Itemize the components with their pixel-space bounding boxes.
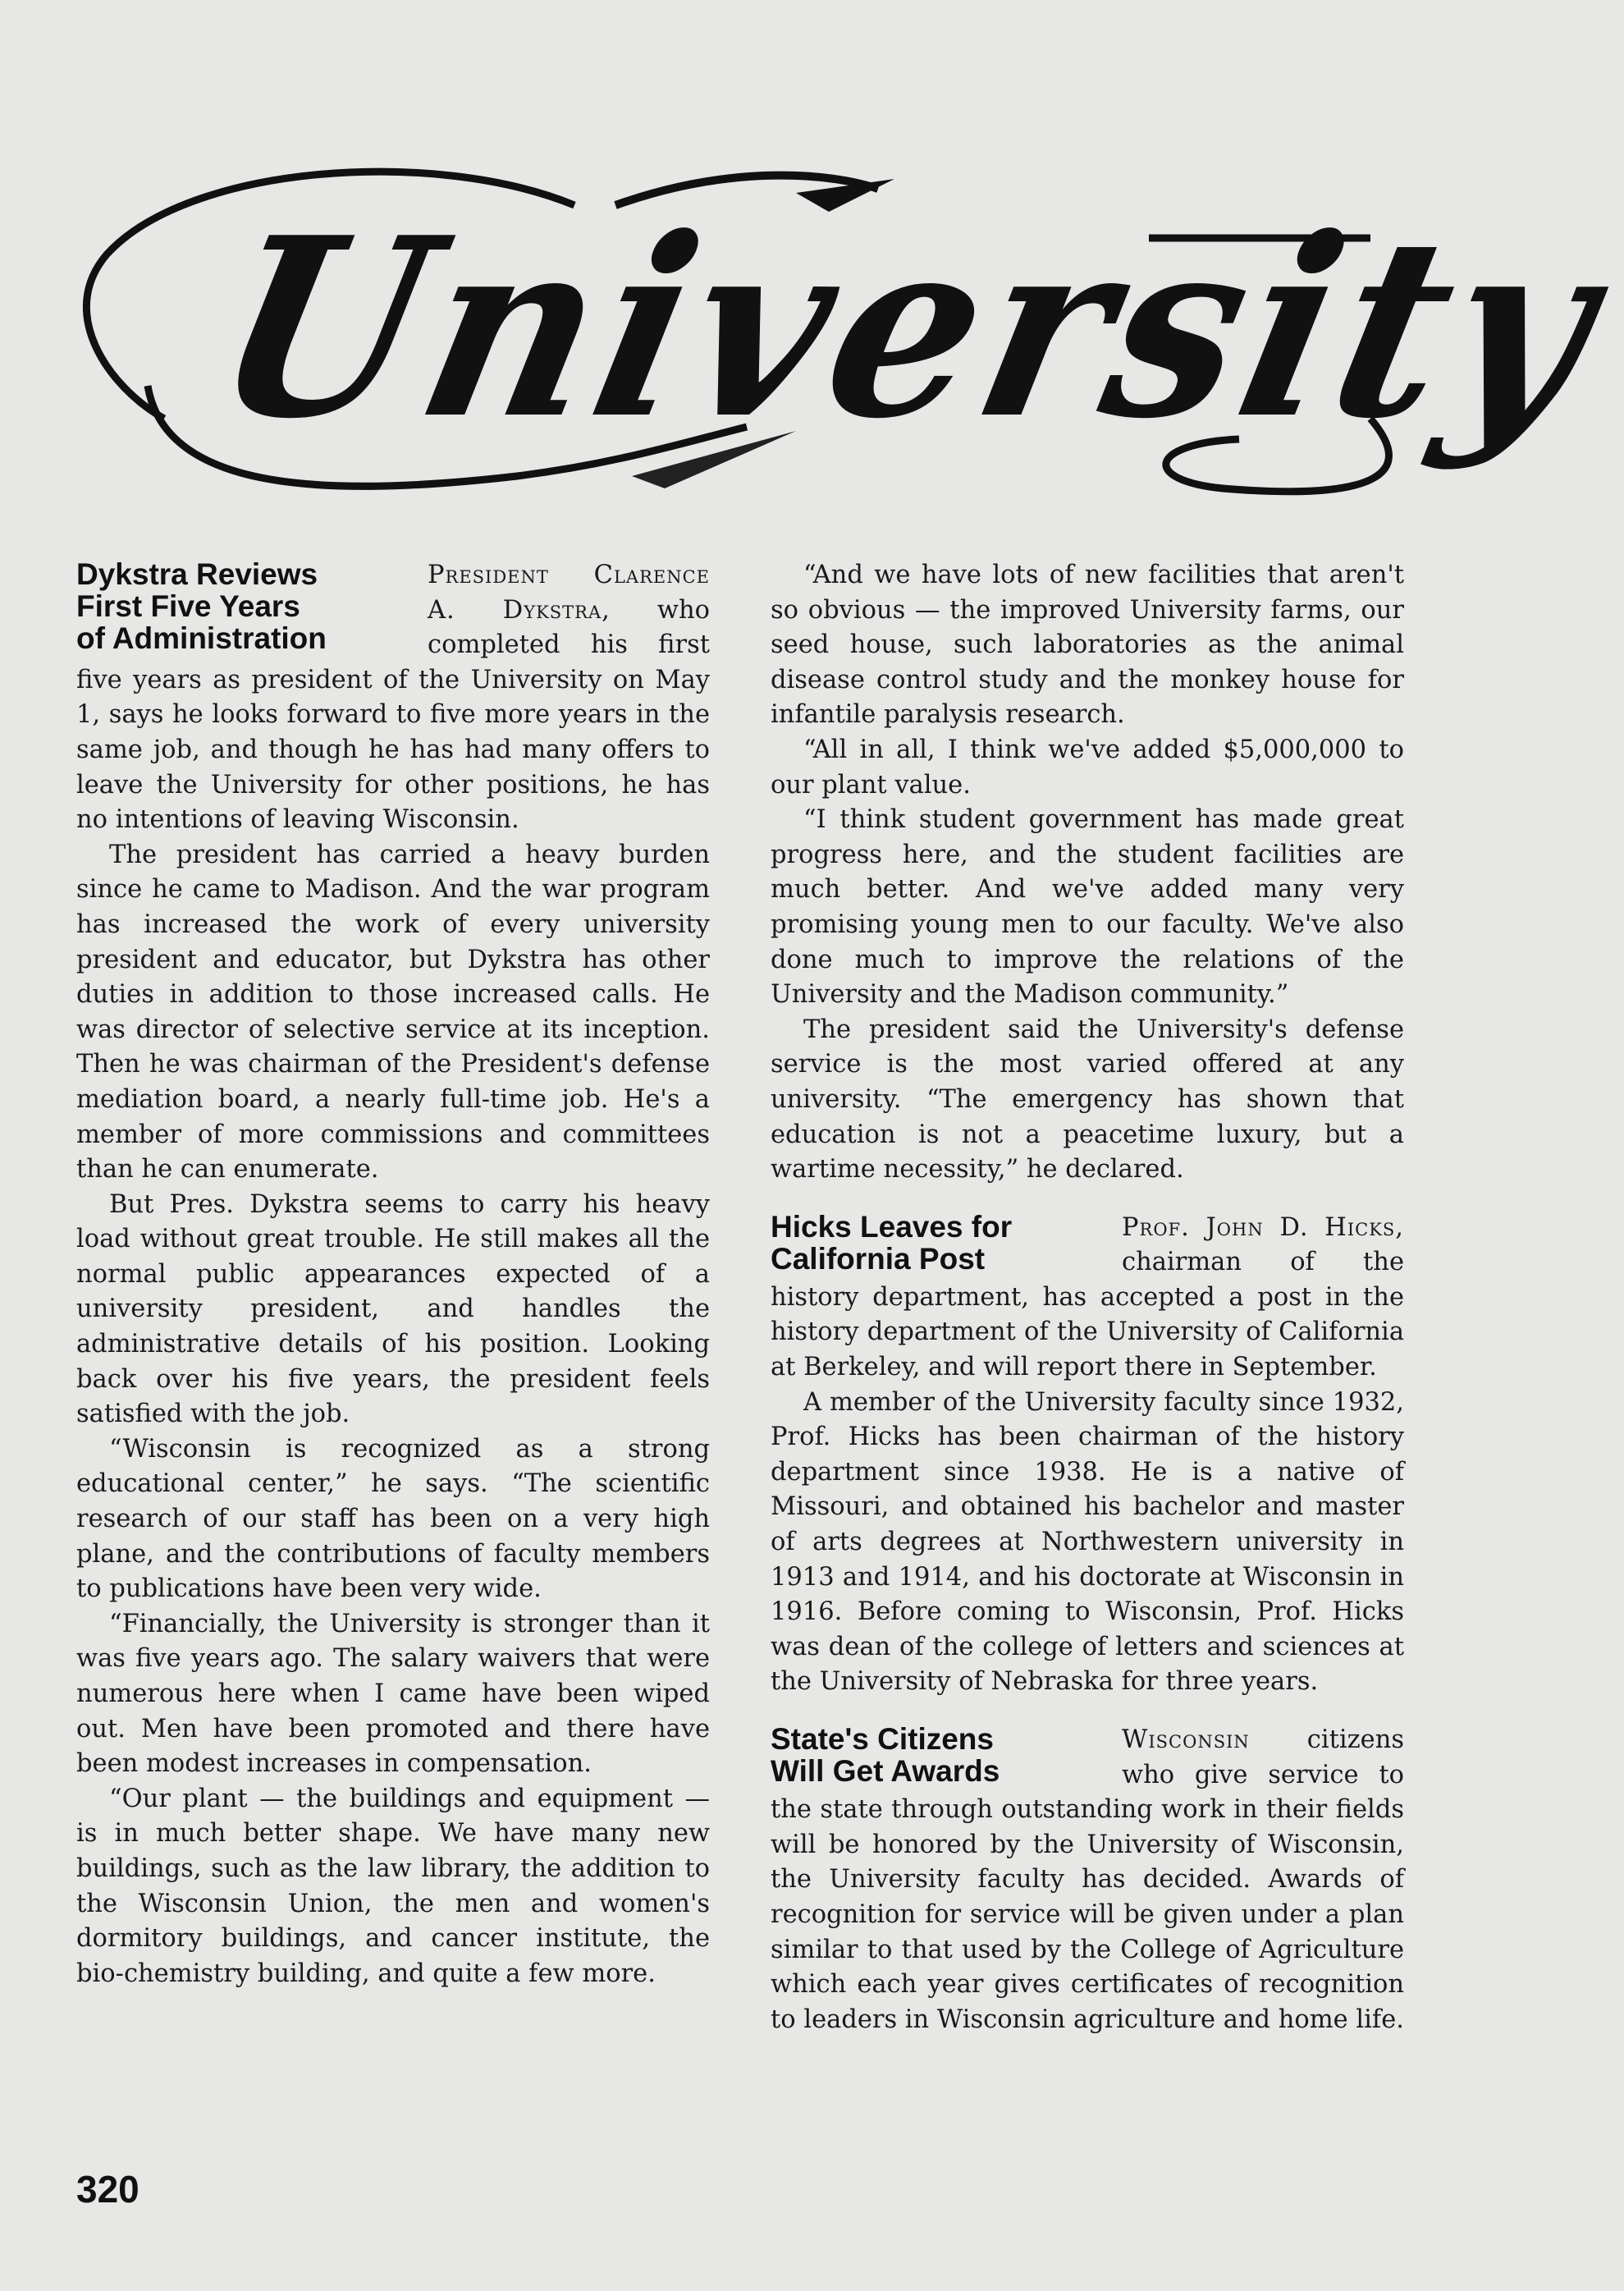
article-dykstra	[76, 558, 710, 1991]
article-paragraph: President Clarence A. Dykstra, who completed his first five years as president of the University on May 1, says he looks forward to five more years in the same job, and though he has had many offers to leave the University for other positions, he has no intentions of leaving Wisconsin.	[76, 561, 710, 835]
article-paragraph: The president has carried a heavy burden since he came to Madison. And the war program has increased the work of every university president and educator, but Dykstra has other duties in addition to those increased calls. He was director of selective service at its inception. Then he was chairman of the President's defense mediation board, a nearly full-time job. He's a member of more commissions and committees than he can enumerate.	[76, 840, 710, 1184]
article-paragraph: “All in all, I think we've added $5,000,000 to our plant value.	[771, 735, 1404, 800]
article-paragraph: The president said the University's defense service is the most varied offered at any university. “The emergency has shown that education is not a peacetime luxury, but a wartime necessity,” he declared.	[771, 1015, 1404, 1184]
article-awards	[771, 1723, 1404, 2037]
lead-caps: Prof. John D. Hicks,	[1122, 1212, 1404, 1242]
right-column	[771, 558, 1404, 2037]
headline-line: California Post	[771, 1241, 986, 1276]
article-paragraph: “I think student government has made great progress here, and the student facilities are much better. And we've added many very promising young men to our faculty. We've also done much to improve the relations of the University and the Madison community.”	[771, 805, 1404, 1010]
article-headline	[771, 1723, 1107, 1787]
headline-line: First Five Years	[76, 589, 300, 623]
headline-line: Hicks Leaves for	[771, 1209, 1013, 1244]
headline-line: Will Get Awards	[771, 1754, 1000, 1788]
article-paragraph: “Wisconsin is recognized as a strong educational center,” he says. “The scientific research of our staff has been on a very high plane, and the contributions of faculty members to publications have been very wide.	[76, 1434, 710, 1604]
masthead-title: University	[194, 183, 1624, 473]
headline-line: Dykstra Reviews	[76, 557, 318, 591]
article-paragraph: Wisconsin citizens who give service to the state through outstanding work in their fields will be honored by the University of Wisconsin, the University faculty has decided. Awards of recognition for service will be given under a plan similar to that used by the College of Agriculture which each year gives certificates of recognition to leaders in Wisconsin agriculture and home life.	[771, 1725, 1404, 2034]
lead-caps: President Clarence A. Dykstra,	[428, 561, 710, 625]
article-headline	[76, 558, 413, 654]
masthead	[90, 115, 1624, 542]
article-paragraph: “Our plant — the buildings and equipment — is in much better shape. We have many new buildings, such as the law library, the addition to the Wisconsin Union, the men and women's dormitory buildings, and cancer institute, the bio-chemistry building, and quite a few more.	[76, 1784, 710, 1988]
page-number: 320	[76, 2168, 140, 2211]
article-paragraph: “And we have lots of new facilities that aren't so obvious — the improved University farms, our seed house, such laboratories as the animal disease control study and the monkey house for infantile paralysis research.	[771, 561, 1404, 730]
article-paragraph: “Financially, the University is stronger than it was five years ago. The salary waivers that were numerous here when I came have been wiped out. Men have been promoted and there have been modest increases in compensation.	[76, 1609, 710, 1779]
article-paragraph: Prof. John D. Hicks, chairman of the history department, has accepted a post in the history department of the University of California at Berkeley, and will report there in September.	[771, 1212, 1404, 1382]
headline-line: State's Citizens	[771, 1722, 994, 1756]
lead-caps: Wisconsin	[1122, 1725, 1250, 1754]
article-dykstra-continued	[771, 558, 1404, 1188]
article-headline	[771, 1211, 1107, 1275]
headline-line: of Administration	[76, 621, 327, 655]
article-hicks	[771, 1211, 1404, 1700]
article-paragraph: But Pres. Dykstra seems to carry his heavy load without great trouble. He still makes all the normal public appearances expected of a university president, and handles the administrative details of his position. Looking back over his five years, the president feels satisfied with the job.	[76, 1189, 710, 1429]
left-column	[76, 558, 710, 1991]
article-paragraph: A member of the University faculty since 1932, Prof. Hicks has been chairman of the history department since 1938. He is a native of Missouri, and obtained his bachelor and master of arts degrees at Northwestern university in 1913 and 1914, and his doctorate at Wisconsin in 1916. Before coming to Wisconsin, Prof. Hicks was dean of the college of letters and sciences at the University of Nebraska for three years.	[771, 1387, 1404, 1697]
